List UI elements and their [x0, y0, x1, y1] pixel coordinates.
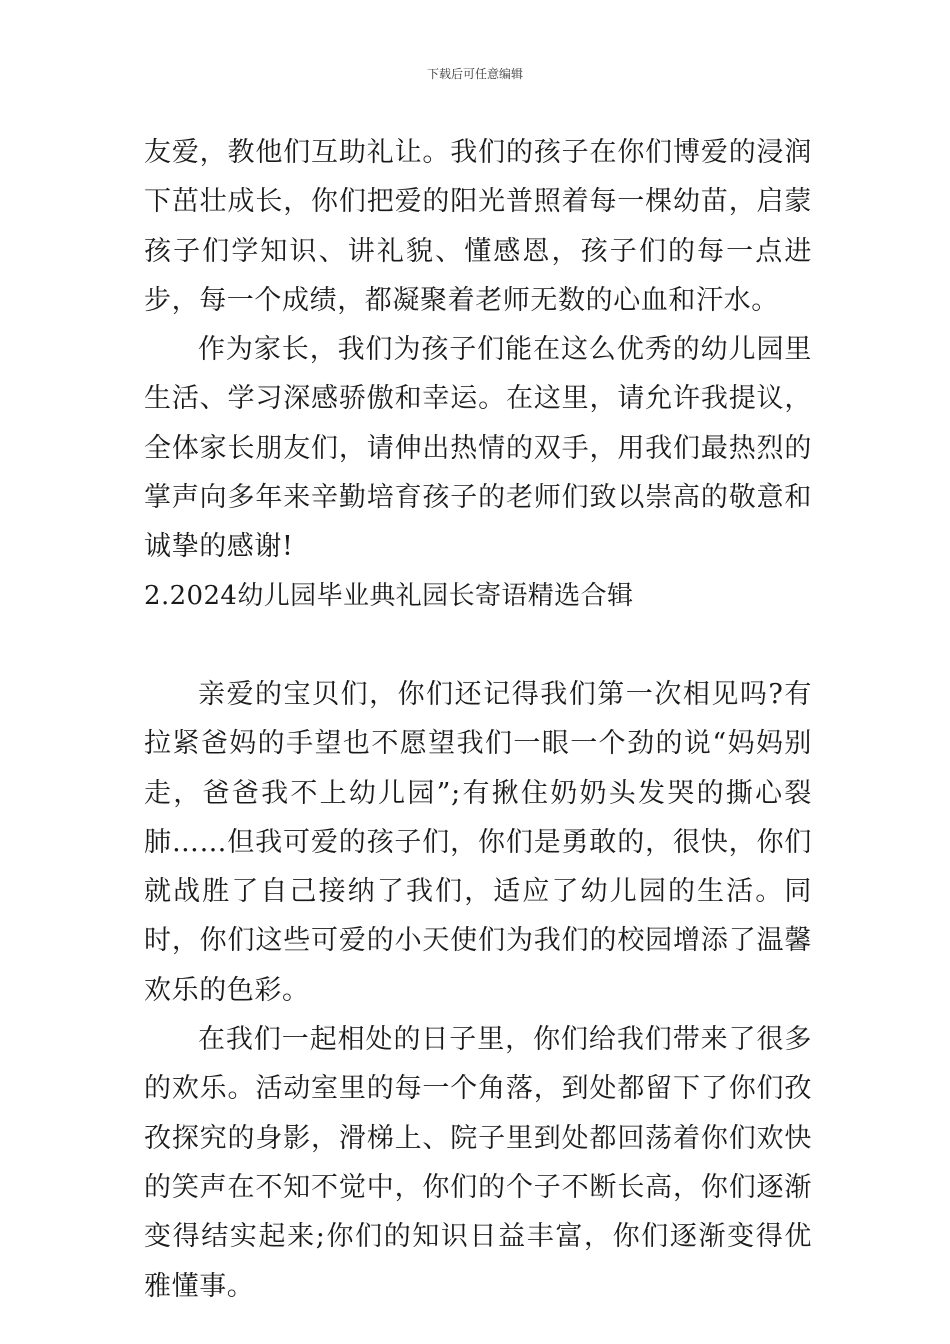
page-header: 下载后可任意编辑	[426, 67, 523, 81]
paragraph: 在我们一起相处的日子里，你们给我们带来了很多的欢乐。活动室里的每一个角落，到处都留下了你们孜孜探究的身影，滑梯上、院子里到处都回荡着你们欢快的笑声在不知不觉中，你们的个子不断长高，你们逐渐变得结实起来;你们的知识日益丰富，你们逐渐变得优雅懂事。	[144, 1024, 812, 1302]
blank-line	[144, 621, 812, 670]
paragraph: 作为家长，我们为孩子们能在这么优秀的幼儿园里生活、学习深感骄傲和幸运。在这里，请允许我提议，全体家长朋友们，请伸出热情的双手，用我们最热烈的掌声向多年来辛勤培育孩子的老师们致以崇高的敬意和诚挚的感谢!	[144, 334, 812, 563]
paragraph: 亲爱的宝贝们，你们还记得我们第一次相见吗?有拉紧爸妈的手望也不愿望我们一眼一个劲的说“妈妈别走，爸爸我不上幼儿园”;有揪住奶奶头发哭的撕心裂肺……但我可爱的孩子们，你们是勇敢的，很快，你们就战胜了自己接纳了我们，适应了幼儿园的生活。同时，你们这些可爱的小天使们为我们的校园增添了温馨欢乐的色彩。	[144, 678, 812, 1006]
section-heading: 2.2024幼儿园毕业典礼园长寄语精选合辑	[144, 580, 634, 611]
paragraph: 友爱，教他们互助礼让。我们的孩子在你们博爱的浸润下茁壮成长，你们把爱的阳光普照着每一棵幼苗，启蒙孩子们学知识、讲礼貌、懂感恩，孩子们的每一点进步，每一个成绩，都凝聚着老师无数的心血和汗水。	[144, 137, 812, 316]
document-body	[144, 128, 812, 1311]
